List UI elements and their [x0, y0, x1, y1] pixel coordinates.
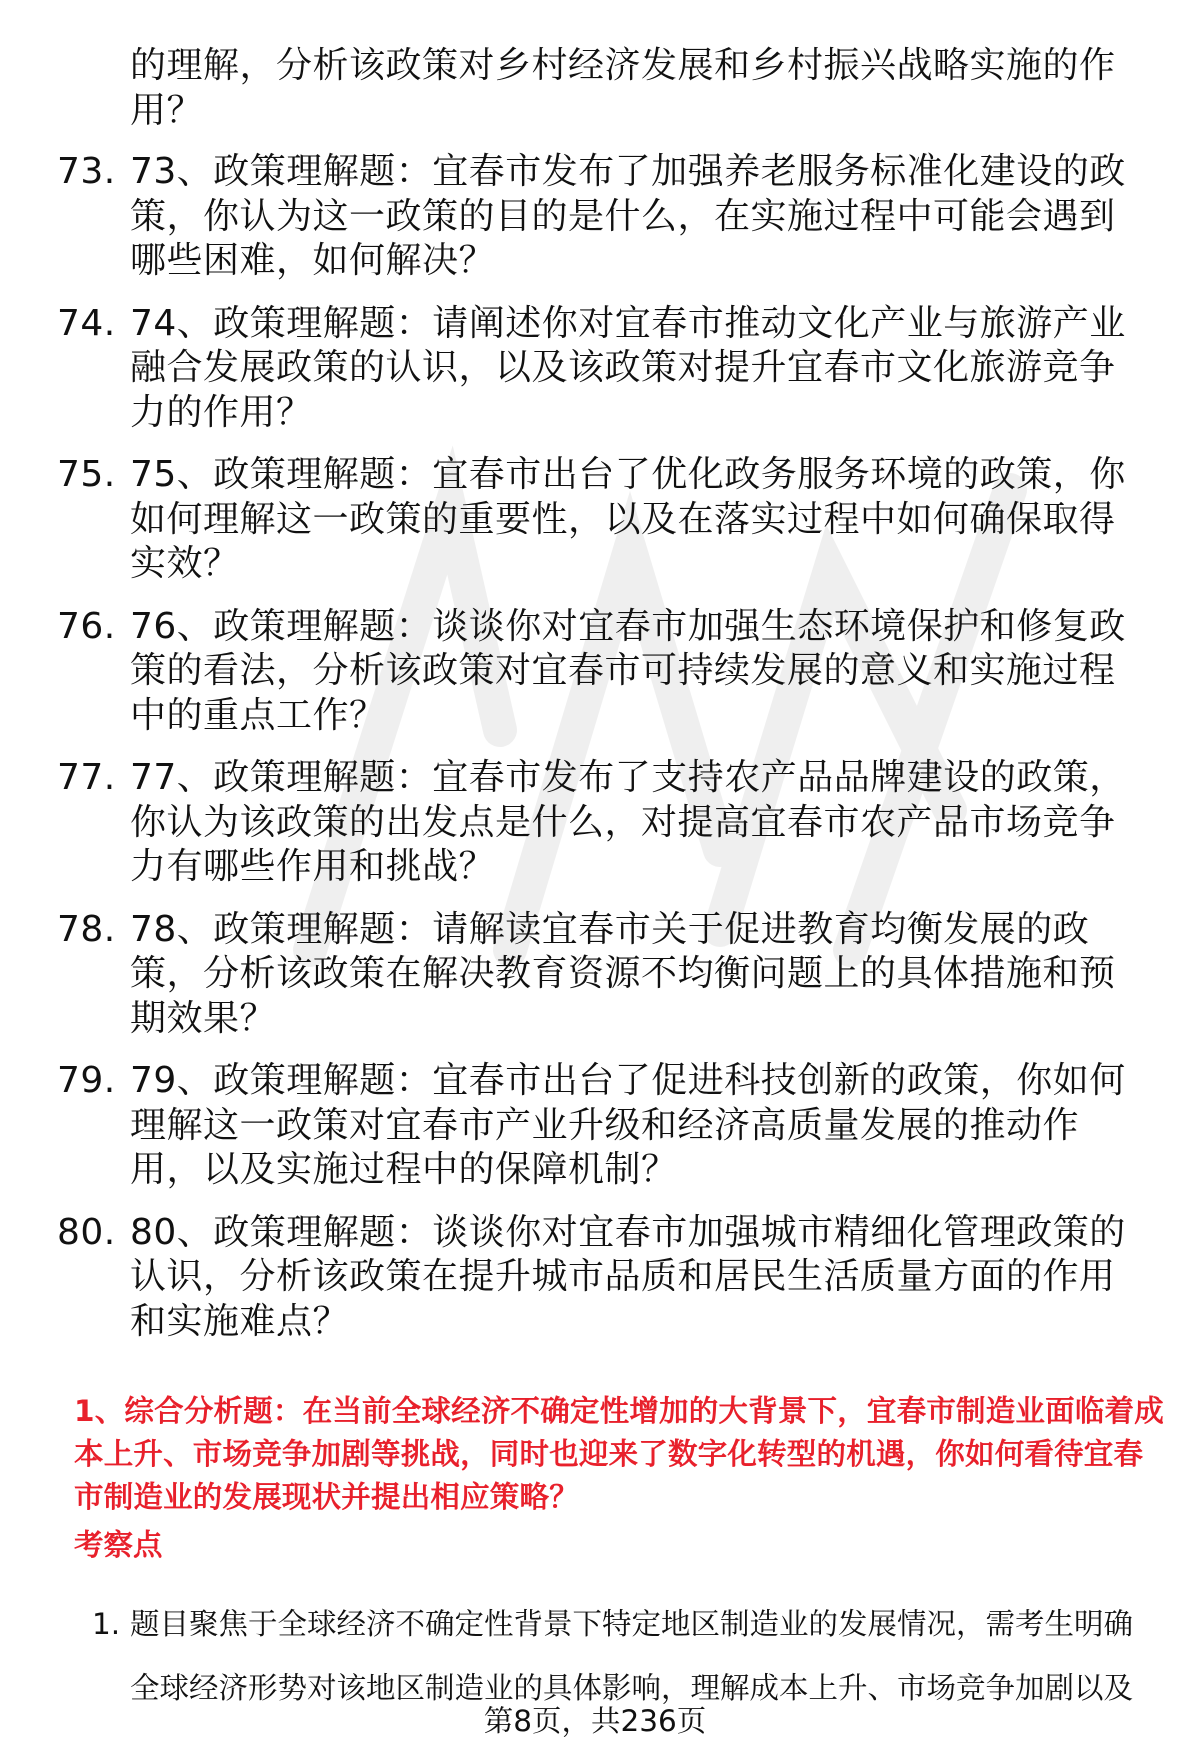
question-text: 74、政策理解题：请阐述你对宜春市推动文化产业与旅游产业融合发展政策的认识，以及该政策对提升宜春市文化旅游竞争力的作用？ [130, 302, 1126, 433]
question-list [0, 44, 1190, 1362]
question-item [57, 756, 1150, 890]
continuation-text: 的理解，分析该政策对乡村经济发展和乡村振兴战略实施的作用？ [130, 45, 1116, 131]
question-continuation [130, 44, 1150, 133]
question-number: 73. [57, 151, 116, 192]
question-number: 76. [57, 605, 116, 647]
question-text: 77、政策理解题：宜春市发布了支持农产品品牌建设的政策，你认为该政策的出发点是什么，对提高宜春市农产品市场竞争力有哪些作用和挑战？ [130, 757, 1126, 887]
question-item [57, 302, 1150, 436]
question-item [57, 1059, 1150, 1193]
question-number: 79. [57, 1060, 116, 1101]
question-item [57, 605, 1150, 739]
page-footer: 第8页，共236页 [483, 1704, 707, 1738]
question-number: 78. [57, 908, 116, 950]
kaocha-point [92, 1604, 1165, 1708]
question-text: 76、政策理解题：谈谈你对宜春市加强生态环境保护和修复政策的看法，分析该政策对宜春市可持续发展的意义和实施过程中的重点工作？ [130, 605, 1126, 736]
question-item [57, 150, 1150, 284]
question-text: 73、政策理解题：宜春市发布了加强养老服务标准化建设的政策，你认为这一政策的目的是什么，在实施过程中可能会遇到哪些困难，如何解决？ [130, 151, 1126, 281]
point-line-1: 题目聚焦于全球经济不确定性背景下特定地区制造业的发展情况，需考生明确 [130, 1607, 1134, 1641]
question-number: 74. [57, 302, 116, 344]
question-number: 75. [57, 454, 116, 495]
kaocha-heading: 考察点 [74, 1528, 163, 1562]
question-text: 79、政策理解题：宜春市出台了促进科技创新的政策，你如何理解这一政策对宜春市产业升级和经济高质量发展的推动作用，以及实施过程中的保障机制？ [130, 1060, 1126, 1190]
point-number: 1. [92, 1607, 121, 1641]
point-line-2: 全球经济形势对该地区制造业的具体影响，理解成本上升、市场竞争加剧以及 [130, 1671, 1134, 1705]
question-number: 77. [57, 757, 116, 798]
question-item [57, 1211, 1150, 1345]
question-item [57, 908, 1150, 1042]
question-number: 80. [57, 1211, 116, 1253]
question-text: 75、政策理解题：宜春市出台了优化政务服务环境的政策，你如何理解这一政策的重要性，以及在落实过程中如何确保取得实效？ [130, 454, 1126, 584]
question-text: 80、政策理解题：谈谈你对宜春市加强城市精细化管理政策的认识，分析该政策在提升城市品质和居民生活质量方面的作用和实施难点？ [130, 1211, 1126, 1342]
question-item [57, 453, 1150, 587]
question-text: 78、政策理解题：请解读宜春市关于促进教育均衡发展的政策，分析该政策在解决教育资源不均衡问题上的具体措施和预期效果？ [130, 908, 1116, 1039]
analysis-question-title: 1、综合分析题：在当前全球经济不确定性增加的大背景下，宜春市制造业面临着成本上升、市场竞争加剧等挑战，同时也迎来了数字化转型的机遇，你如何看待宜春市制造业的发展现状并提出相应策略？ [74, 1394, 1164, 1514]
